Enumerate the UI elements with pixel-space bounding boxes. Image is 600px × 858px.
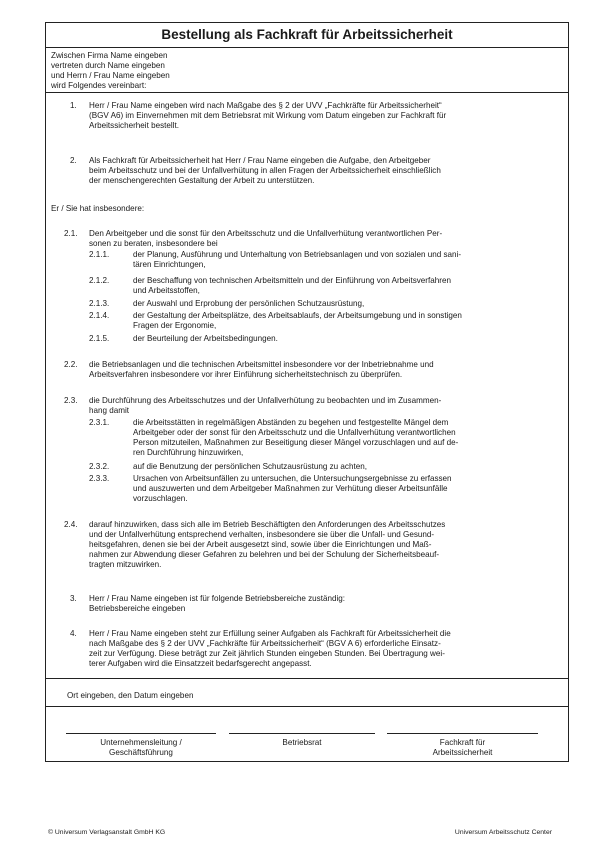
section-3-line: Herr / Frau Name eingeben ist für folgende Betriebsbereiche zuständig: xyxy=(89,594,345,603)
item-number: 2.1.4. xyxy=(89,311,110,320)
subsection-number: 2.1. xyxy=(64,229,78,238)
section-number: 1. xyxy=(70,101,77,110)
item-line: ren Durchführung hinzuwirken, xyxy=(133,448,244,457)
subsection-2-4-line: und der Unfallverhütung entsprechend verhalten, insbesondere sie über die Unfall- und Gesund- xyxy=(89,530,435,539)
item-number: 2.1.5. xyxy=(89,334,110,343)
subsection-number: 2.4. xyxy=(64,520,78,529)
section-2-line: Als Fachkraft für Arbeitssicherheit hat Herr / Frau Name eingeben die Aufgabe, den Arbeitgeber xyxy=(89,156,431,165)
section-number: 4. xyxy=(70,629,77,638)
subsection-2-4-line: darauf hinzuwirken, dass sich alle im Betrieb Beschäftigten den Anforderungen des Arbeitsschutzes xyxy=(89,520,446,529)
section-4-line: Herr / Frau Name eingeben steht zur Erfüllung seiner Aufgaben als Fachkraft für Arbeitssicherheit die xyxy=(89,629,451,638)
signature-line xyxy=(229,733,375,734)
item-number: 2.3.2. xyxy=(89,462,110,471)
signature-line xyxy=(66,733,216,734)
section-3-line: Betriebsbereiche eingeben xyxy=(89,604,186,613)
item-line: der Beschaffung von technischen Arbeitsmitteln und der Einführung von Arbeitsverfahren xyxy=(133,276,451,285)
signature-caption: Betriebsrat xyxy=(282,738,322,747)
subsection-number: 2.3. xyxy=(64,396,78,405)
section-4-line: terer Aufgaben wird die Einsatzzeit bedarfsgerecht angepasst. xyxy=(89,659,312,668)
subsection-2-2-line: Arbeitsverfahren insbesondere vor ihrer Einführung sicherheitstechnisch zu überprüfen. xyxy=(89,370,403,379)
intro-line: wird Folgendes vereinbart: xyxy=(51,81,147,90)
document-title: Bestellung als Fachkraft für Arbeitssicherheit xyxy=(46,23,568,48)
item-line: Ursachen von Arbeitsunfällen zu untersuchen, die Untersuchungsergebnisse zu erfassen xyxy=(133,474,452,483)
section-2-line: beim Arbeitsschutz und bei der Unfallverhütung in allen Fragen der Arbeitssicherheit einschließlich xyxy=(89,166,441,175)
signature-caption: Fachkraft für xyxy=(439,738,486,747)
intro-line: Zwischen Firma Name eingeben xyxy=(51,51,168,60)
item-line: Person mitzuteilen, Maßnahmen zur Beseitigung dieser Mängel vorzuschlagen und auf de- xyxy=(133,438,459,447)
subsection-2-1-line: sonen zu beraten, insbesondere bei xyxy=(89,239,218,248)
section-number: 2. xyxy=(70,156,77,165)
item-number: 2.1.2. xyxy=(89,276,110,285)
item-line: und auszuwerten und dem Arbeitgeber Maßnahmen zur Verhütung dieser Arbeitsunfälle xyxy=(133,484,448,493)
section-1-line: (BGV A6) im Einvernehmen mit dem Betriebsrat mit Wirkung vom Datum eingeben zur Fachkraft für xyxy=(89,111,447,120)
item-line: vorzuschlagen. xyxy=(133,494,188,503)
section-4-line: zeit zur Verfügung. Diese beträgt zur Zeit jährlich Stunden eingeben Stunden. Bei Übertragung wei- xyxy=(89,649,445,658)
subsection-2-4-line: heitsgefahren, denen sie bei der Arbeit ausgesetzt sind, sowie über die Einrichtungen und Maß- xyxy=(89,540,432,549)
item-line: tären Einrichtungen, xyxy=(133,260,206,269)
item-number: 2.3.3. xyxy=(89,474,110,483)
divider xyxy=(45,706,569,707)
subsection-2-1-line: Den Arbeitgeber und die sonst für den Arbeitsschutz und die Unfallverhütung verantwortlichen Per- xyxy=(89,229,443,238)
item-number: 2.1.1. xyxy=(89,250,110,259)
item-line: der Beurteilung der Arbeitsbedingungen. xyxy=(133,334,278,343)
er-sie-heading: Er / Sie hat insbesondere: xyxy=(51,204,145,213)
item-line: der Planung, Ausführung und Unterhaltung von Betriebsanlagen und von sozialen und sani- xyxy=(133,250,462,259)
item-line: und Arbeitsstoffen, xyxy=(133,286,200,295)
item-number: 2.1.3. xyxy=(89,299,110,308)
subsection-2-4-line: nahmen zur Abwendung dieser Gefahren zu belehren und bei der Schulung der Sicherheitsbeauf- xyxy=(89,550,440,559)
item-number: 2.3.1. xyxy=(89,418,110,427)
signature-caption: Unternehmensleitung / xyxy=(100,738,182,747)
item-line: Fragen der Ergonomie, xyxy=(133,321,217,330)
intro-line: und Herrn / Frau Name eingeben xyxy=(51,71,170,80)
subsection-2-4-line: tragten mitzuwirken. xyxy=(89,560,162,569)
signature-caption: Arbeitssicherheit xyxy=(432,748,493,757)
divider xyxy=(45,678,569,679)
subsection-2-3-line: die Durchführung des Arbeitsschutzes und der Unfallverhütung zu beobachten und im Zusammen- xyxy=(89,396,442,405)
place-date: Ort eingeben, den Datum eingeben xyxy=(67,691,194,700)
item-line: auf die Benutzung der persönlichen Schutzausrüstung zu achten, xyxy=(133,462,367,471)
signature-line xyxy=(387,733,538,734)
section-1-line: Herr / Frau Name eingeben wird nach Maßgabe des § 2 der UVV „Fachkräfte für Arbeitssicherheit“ xyxy=(89,101,442,110)
footer-publisher: Universum Arbeitsschutz Center xyxy=(454,829,552,836)
section-1-line: Arbeitssicherheit bestellt. xyxy=(89,121,179,130)
subsection-number: 2.2. xyxy=(64,360,78,369)
item-line: Arbeitgeber oder der sonst für den Arbeitsschutz und die Unfallverhütung verantwortlichen xyxy=(133,428,456,437)
item-line: der Auswahl und Erprobung der persönlichen Schutzausrüstung, xyxy=(133,299,365,308)
subsection-2-2-line: die Betriebsanlagen und die technischen Arbeitsmittel insbesondere vor der Inbetriebnahme und xyxy=(89,360,434,369)
footer-copyright: © Universum Verlagsanstalt GmbH KG xyxy=(48,829,166,836)
section-2-line: der menschengerechten Gestaltung der Arbeit zu unterstützen. xyxy=(89,176,315,185)
section-number: 3. xyxy=(70,594,77,603)
item-line: die Arbeitsstätten in regelmäßigen Abständen zu begehen und festgestellte Mängel dem xyxy=(133,418,449,427)
subsection-2-3-line: hang damit xyxy=(89,406,130,415)
divider xyxy=(45,92,569,93)
section-4-line: nach Maßgabe des § 2 der UVV „Fachkräfte für Arbeitssicherheit“ (BGV A 6) erforderliche Einsatz- xyxy=(89,639,441,648)
intro-line: vertreten durch Name eingeben xyxy=(51,61,165,70)
item-line: der Gestaltung der Arbeitsplätze, des Arbeitsablaufs, der Arbeitsumgebung und in sonstigen xyxy=(133,311,462,320)
signature-caption: Geschäftsführung xyxy=(109,748,173,757)
